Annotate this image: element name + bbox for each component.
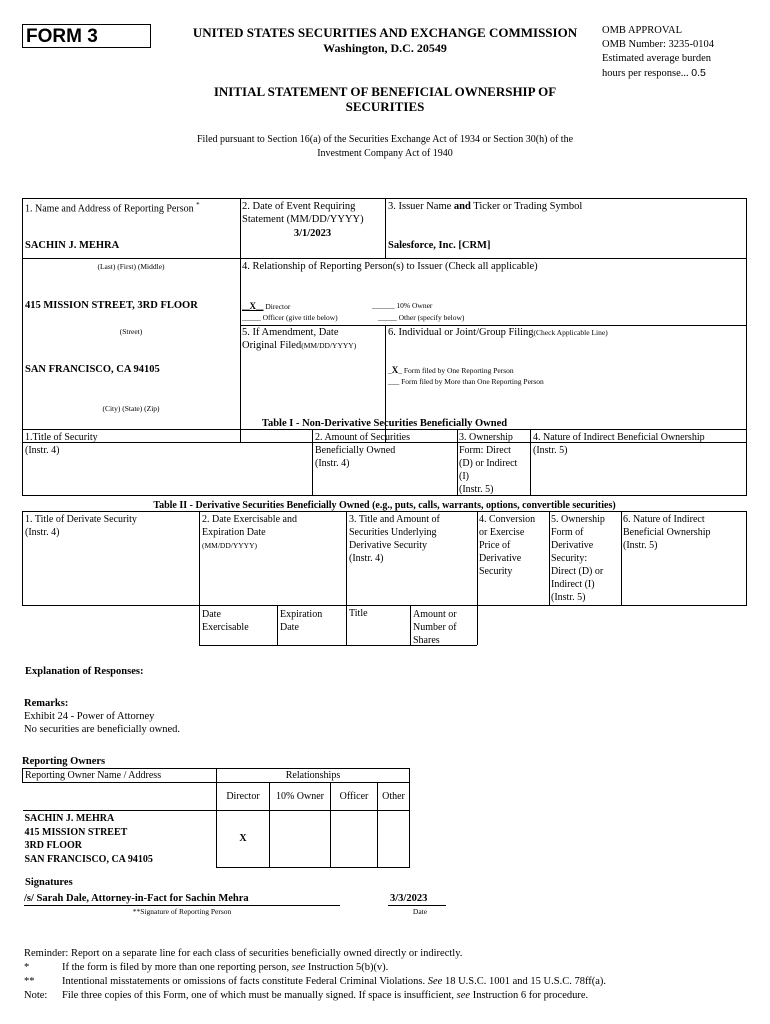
signature-text: /s/ Sarah Dale, Attorney-in-Fact for Sachin Mehra — [24, 893, 249, 904]
table2-col6-header: 6. Nature of Indirect Beneficial Ownership (Instr. 5) — [623, 514, 711, 551]
reporting-person-name: SACHIN J. MEHRA — [25, 240, 120, 251]
omb-box — [602, 24, 762, 81]
one-reporting-person-checkbox[interactable]: _X_ Form filed by One Reporting Person — [388, 365, 514, 375]
table2-col4-header: 4. Conversion or Exercise Price of Derivative Security — [479, 514, 536, 577]
table1-title: Table I - Non-Derivative Securities Beneficially Owned — [261, 418, 508, 429]
signature-caption: **Signature of Reporting Person — [132, 907, 232, 916]
table2-col1-header: 1. Title of Derivate Security (Instr. 4) — [25, 514, 137, 538]
reporting-owners-title: Reporting Owners — [22, 756, 106, 767]
omb-hours — [602, 66, 762, 81]
box2-label-line1: 2. Date of Event Requiring — [242, 201, 356, 212]
explanation-label: Explanation of Responses: — [25, 666, 144, 677]
form-title-line2: SECURITIES — [345, 99, 425, 114]
date-caption: Date — [412, 907, 428, 916]
name-caption: (Last) (First) (Middle) — [97, 262, 165, 271]
footnote-2-mark: ** — [24, 976, 35, 987]
omb-hours-value: 0.5 — [691, 67, 706, 79]
more-persons-label: Form filed by More than One Reporting Person — [401, 377, 544, 386]
footnote-2: Intentional misstatements or omissions of facts constitute Federal Criminal Violations. See 18 U.S.C. 1001 and 15 U.S.C. 78ff(a). — [62, 976, 607, 987]
ro-director-header: Director — [217, 783, 270, 811]
box5-label-line1: 5. If Amendment, Date — [242, 327, 339, 338]
ro-owner-cell — [270, 811, 331, 868]
table2-title: Table II - Derivative Securities Beneficially Owned (e.g., puts, calls, warrants, options, convertible securities) — [153, 500, 616, 511]
omb-burden: Estimated average burden — [602, 53, 712, 64]
ro-name-header: Reporting Owner Name / Address — [23, 769, 217, 783]
box4-label: 4. Relationship of Reporting Person(s) to Issuer (Check all applicable) — [242, 261, 538, 272]
table2-col3-header: 3. Title and Amount of Securities Underlying Derivative Security (Instr. 4) — [349, 514, 440, 564]
reporting-owners-table — [22, 768, 410, 868]
box5-label-line2: Original Filed(MM/DD/YYYY) — [242, 340, 357, 351]
reporting-person-city: SAN FRANCISCO, CA 94105 — [25, 364, 160, 375]
reminder-text: Reminder: Report on a separate line for each class of securities beneficially owned directly or indirectly. — [24, 948, 463, 959]
box1-label: 1. Name and Address of Reporting Person * — [25, 201, 200, 215]
omb-hours-label: hours per response... — [602, 68, 689, 79]
officer-label: Officer (give title below) — [262, 313, 338, 322]
form-name: FORM 3 — [26, 26, 98, 47]
box2-label-line2: Statement (MM/DD/YYYY) — [242, 214, 364, 225]
remarks-line1: Exhibit 24 - Power of Attorney — [24, 711, 155, 722]
table1-col3-header: 3. Ownership Form: Direct (D) or Indirect (I) (Instr. 5) — [459, 432, 518, 495]
ro-owner-address: SACHIN J. MEHRA 415 MISSION STREET 3RD FLOOR SAN FRANCISCO, CA 94105 — [23, 811, 217, 868]
director-checkbox[interactable]: __X__ Director — [242, 301, 291, 311]
form-title-line1: INITIAL STATEMENT OF BENEFICIAL OWNERSHIP OF — [213, 84, 557, 99]
ro-officer-cell — [331, 811, 378, 868]
ro-officer-header: Officer — [331, 783, 378, 811]
table2-sub-title: Title — [349, 608, 368, 619]
footnote-1: If the form is filed by more than one reporting person, see Instruction 5(b)(v). — [62, 962, 389, 973]
ro-owner-header: 10% Owner — [270, 783, 331, 811]
ten-percent-owner-checkbox[interactable]: ______ 10% Owner — [372, 301, 433, 310]
table2-sub-amount: Amount or Number of Shares — [413, 609, 457, 646]
omb-number: OMB Number: 3235-0104 — [602, 39, 714, 50]
table2-sub-date-exercisable: Date Exercisable — [202, 609, 249, 633]
form-name-box — [22, 24, 151, 48]
table2-col2-header: 2. Date Exercisable and Expiration Date (MM/DD/YYYY) — [202, 514, 297, 550]
remarks-label: Remarks: — [24, 698, 69, 709]
table2-col5-header: 5. Ownership Form of Derivative Security: Direct (D) or Indirect (I) (Instr. 5) — [551, 514, 605, 603]
filed-pursuant-line2: Investment Company Act of 1940 — [317, 148, 453, 159]
ro-other-header: Other — [378, 783, 410, 811]
agency-name: UNITED STATES SECURITIES AND EXCHANGE COMMISSION — [192, 25, 578, 40]
other-label: Other (specify below) — [398, 313, 465, 322]
city-caption: (City) (State) (Zip) — [102, 404, 160, 413]
omb-approval: OMB APPROVAL — [602, 25, 683, 36]
officer-checkbox[interactable]: _____ Officer (give title below) — [242, 313, 338, 322]
remarks-line2: No securities are beneficially owned. — [24, 724, 180, 735]
footnote-3-mark: Note: — [24, 990, 48, 1001]
agency-location: Washington, D.C. 20549 — [323, 41, 447, 55]
ro-other-cell — [378, 811, 410, 868]
table1-col2-header: 2. Amount of Securities Beneficially Owned (Instr. 4) — [315, 432, 410, 469]
one-person-label: Form filed by One Reporting Person — [403, 366, 514, 375]
box6-label: 6. Individual or Joint/Group Filing(Check Applicable Line) — [388, 327, 608, 338]
table1-col1-header: 1.Title of Security (Instr. 4) — [25, 432, 98, 456]
more-reporting-persons-checkbox[interactable]: ___ Form filed by More than One Reporting Person — [388, 377, 544, 386]
footnote-1-mark: * — [24, 962, 30, 973]
director-label: Director — [265, 302, 291, 311]
box3-label: 3. Issuer Name and Ticker or Trading Symbol — [388, 201, 583, 212]
event-date: 3/1/2023 — [293, 228, 332, 239]
signatures-label: Signatures — [25, 877, 73, 888]
owner-label: 10% Owner — [396, 301, 433, 310]
ro-relationships-header: Relationships — [217, 769, 410, 783]
street-caption: (Street) — [119, 327, 143, 336]
other-checkbox[interactable]: _____ Other (specify below) — [378, 313, 465, 322]
table2-sub-expiration: Expiration Date — [280, 609, 323, 633]
table1-col4-header: 4. Nature of Indirect Beneficial Ownership (Instr. 5) — [533, 432, 705, 456]
issuer-name: Salesforce, Inc. [CRM] — [388, 240, 491, 251]
ro-director-mark: X — [217, 811, 270, 868]
reporting-person-street: 415 MISSION STREET, 3RD FLOOR — [25, 300, 198, 311]
filed-pursuant-line1: Filed pursuant to Section 16(a) of the Securities Exchange Act of 1934 or Section 30(h) of the — [196, 134, 574, 145]
signature-date: 3/3/2023 — [390, 893, 428, 904]
footnote-3: File three copies of this Form, one of which must be manually signed. If space is insufficient, see Instruction 6 for procedure. — [62, 990, 589, 1001]
